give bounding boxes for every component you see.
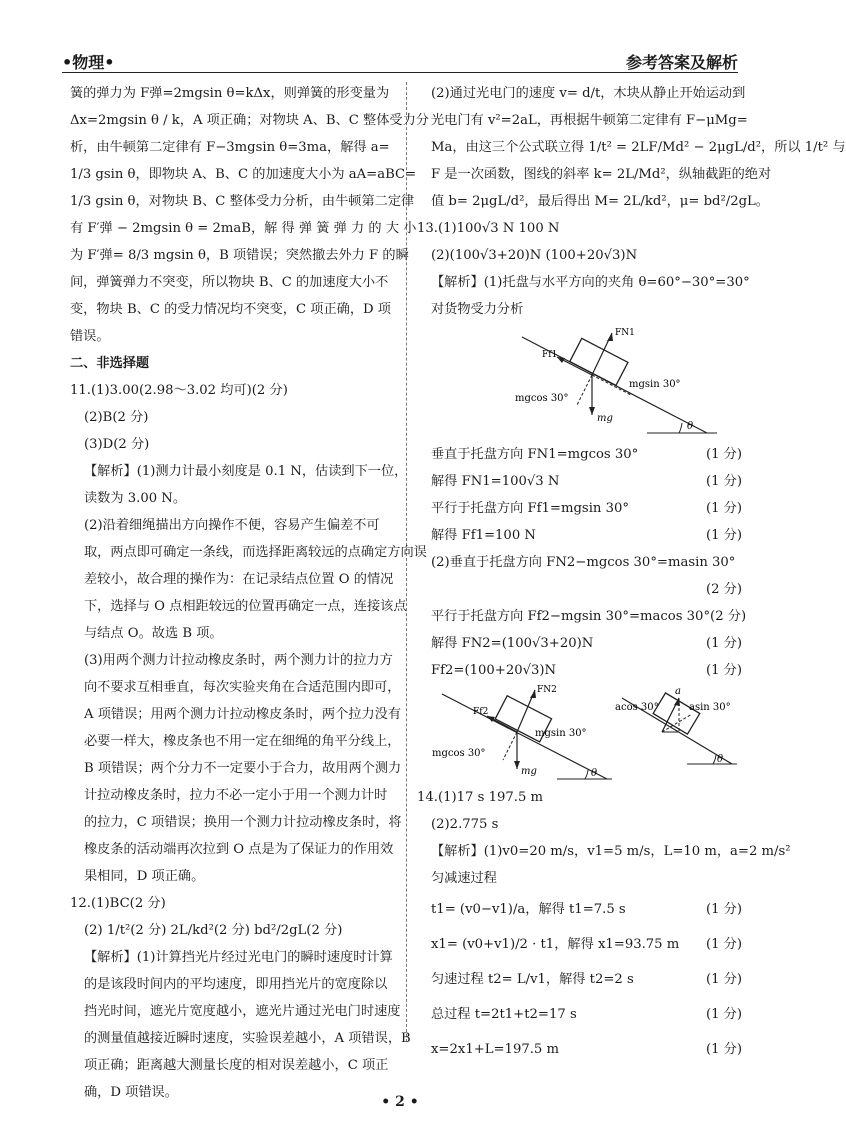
text-line: A 项错误；用两个测力计拉动橡皮条时，两个拉力没有 bbox=[84, 707, 402, 722]
text-line: (2)(100√3+20)N (100+20√3)N bbox=[431, 248, 638, 263]
text-line: (3)用两个测力计拉动橡皮条时，两个测力计的拉力方 bbox=[84, 653, 393, 668]
text-line: 计拉动橡皮条时，拉力不必一定小于用一个测力计时 bbox=[84, 788, 388, 803]
score-row bbox=[417, 927, 742, 962]
acos-label: acos 30° bbox=[615, 702, 659, 713]
row-text: 总过程 t=2t1+t2=17 s bbox=[431, 1007, 577, 1022]
ff2-label: Ff2 bbox=[473, 707, 489, 717]
text-line: 1/3 gsin θ，即物块 A、B、C 的加速度大小为 aA=aBC= bbox=[70, 167, 417, 182]
row-text bbox=[417, 576, 431, 603]
row-text: (2)垂直于托盘方向 FN2−mgcos 30°=masin 30° bbox=[431, 555, 736, 570]
text-line: 项正确；距离越大测量长度的相对误差越小，C 项正 bbox=[84, 1058, 389, 1073]
text-line: 12.(1)BC(2 分) bbox=[70, 896, 166, 911]
score-row bbox=[417, 441, 742, 468]
text-line: 匀减速过程 bbox=[431, 871, 497, 886]
fn2-label: FN2 bbox=[537, 685, 557, 695]
row-score: (1 分) bbox=[705, 528, 742, 543]
theta2-label: θ bbox=[591, 768, 598, 779]
text-line: 间，弹簧弹力不突变，所以物块 B、C 的加速度大小不 bbox=[70, 275, 389, 290]
row-score: (2 分) bbox=[705, 582, 742, 597]
text-line: (2)沿着细绳描出方向操作不便，容易产生偏差不可 bbox=[84, 518, 380, 533]
text-line: 的是该段时间内的平均速度，即用挡光片的宽度除以 bbox=[84, 977, 388, 992]
row-score: (1 分) bbox=[705, 1042, 742, 1057]
fn1-label: FN1 bbox=[615, 328, 635, 338]
row-text: 垂直于托盘方向 FN1=mgcos 30° bbox=[431, 447, 639, 462]
text-line: 二、非选择题 bbox=[70, 356, 150, 371]
asin-label: asin 30° bbox=[689, 702, 731, 713]
text-line: 【解析】(1)测力计最小刻度是 0.1 N，估读到下一位， bbox=[84, 464, 408, 479]
score-row bbox=[417, 522, 742, 549]
score-row bbox=[417, 495, 742, 522]
row-text: x1= (v0+v1)/2 · t1，解得 x1=93.75 m bbox=[431, 937, 680, 952]
row-text: 解得 FN1=100√3 N bbox=[431, 474, 560, 489]
row-text: 匀速过程 t2= L/v1，解得 t2=2 s bbox=[431, 972, 634, 987]
score-row bbox=[417, 603, 747, 630]
a-label: a bbox=[675, 686, 681, 697]
text-line: (2)2.775 s bbox=[431, 817, 499, 832]
row-score: (1 分) bbox=[705, 447, 742, 462]
force-diagrams-2 bbox=[417, 684, 742, 784]
text-line: 取，两点即可确定一条线，而选择距离较远的点确定方向误 bbox=[84, 545, 427, 560]
score-row bbox=[417, 997, 742, 1032]
text-line: 向不要求互相垂直，每次实验夹角在合适范围内即可， bbox=[84, 680, 401, 695]
row-text: t1= (v0−v1)/a，解得 t1=7.5 s bbox=[431, 902, 626, 917]
score-row bbox=[417, 1032, 742, 1067]
theta3-label: θ bbox=[717, 754, 724, 765]
text-line: 【解析】(1)v0=20 m/s，v1=5 m/s，L=10 m，a=2 m/s² bbox=[431, 844, 791, 859]
score-row bbox=[417, 630, 742, 657]
text-line: 13.(1)100√3 N 100 N bbox=[417, 221, 560, 236]
row-text: 解得 FN2=(100√3+20)N bbox=[431, 636, 594, 651]
score-row bbox=[417, 468, 742, 495]
page-number: • 2 • bbox=[381, 1094, 419, 1110]
text-line: F 是一次函数，图线的斜率 k= 2L/Md²，纵轴截距的绝对 bbox=[431, 167, 772, 182]
text-line: 的拉力，C 项错误；换用一个测力计拉动橡皮条时，将 bbox=[84, 815, 402, 830]
text-line: Δx=2mgsin θ / k，A 项正确；对物块 A、B、C 整体受力分 bbox=[70, 113, 429, 128]
text-line: 【解析】(1)托盘与水平方向的夹角 θ=60°−30°=30° bbox=[431, 275, 750, 290]
mg-label: mg bbox=[597, 413, 613, 424]
text-line: Ma，由这三个公式联立得 1/t² = 2LF/Md² − 2μgL/d²，所以 1/t² 与 bbox=[431, 140, 846, 155]
row-score: (1 分) bbox=[705, 937, 742, 952]
text-line: 光电门有 v²=2aL，再根据牛顿第二定律有 F−μMg= bbox=[431, 113, 748, 128]
text-line: 读数为 3.00 N。 bbox=[84, 491, 187, 506]
text-line: 11.(1)3.00(2.98～3.02 均可)(2 分) bbox=[70, 383, 288, 398]
row-score: (1 分) bbox=[705, 474, 742, 489]
text-line: 14.(1)17 s 197.5 m bbox=[417, 790, 544, 805]
text-line: 有 F′弹 − 2mgsin θ = 2maB，解 得 弹 簧 弹 力 的 大 小 bbox=[70, 221, 417, 236]
text-line: (2) 1/t²(2 分) 2L/kd²(2 分) bd²/2gL(2 分) bbox=[84, 923, 343, 938]
subject-label: •物理• bbox=[62, 53, 115, 72]
mgcos2-label: mgcos 30° bbox=[432, 748, 486, 759]
right-column bbox=[417, 80, 846, 1067]
score-row bbox=[417, 549, 742, 576]
text-line: 值 b= 2μgL/d²，最后得出 M= 2L/kd²，μ= bd²/2gL。 bbox=[431, 194, 769, 209]
row-score: (1 分) bbox=[705, 1007, 742, 1022]
text-line: 簧的弹力为 F弹=2mgsin θ=kΔx，则弹簧的形变量为 bbox=[70, 86, 390, 101]
text-line: (2)通过光电门的速度 v= d/t，木块从静止开始运动到 bbox=[431, 86, 746, 101]
text-line: 析，由牛顿第二定律有 F−3mgsin θ=3ma，解得 a= bbox=[70, 140, 390, 155]
row-text: x=2x1+L=197.5 m bbox=[431, 1042, 560, 1057]
page-header bbox=[62, 38, 738, 73]
score-row bbox=[417, 962, 742, 997]
section-label: 参考答案及解析 bbox=[625, 53, 738, 72]
text-line: 与结点 O。故选 B 项。 bbox=[84, 626, 223, 641]
text-line: 差较小，故合理的操作为：在记录结点位置 O 的情况 bbox=[84, 572, 394, 587]
text-line: (3)D(2 分) bbox=[84, 437, 150, 452]
mgcos-label: mgcos 30° bbox=[515, 393, 569, 404]
ff1-label: Ff1 bbox=[542, 350, 558, 360]
force-diagram-1 bbox=[417, 323, 742, 441]
row-score: (1 分) bbox=[705, 636, 742, 651]
text-line: 果相同，D 项正确。 bbox=[84, 869, 205, 884]
row-score: (1 分) bbox=[705, 501, 742, 516]
row-score: (1 分) bbox=[705, 972, 742, 987]
row-text: 解得 Ff1=100 N bbox=[431, 528, 536, 543]
text-line: 变，物块 B、C 的受力情况均不突变，C 项正确，D 项 bbox=[70, 302, 391, 317]
row-score: (2 分) bbox=[710, 609, 747, 624]
row-score: (1 分) bbox=[705, 902, 742, 917]
mg2-label: mg bbox=[521, 766, 537, 777]
text-line: 下，选择与 O 点相距较远的位置再确定一点，连接该点 bbox=[84, 599, 407, 614]
score-row bbox=[417, 657, 742, 684]
left-column bbox=[70, 80, 429, 1106]
text-line: 【解析】(1)计算挡光片经过光电门的瞬时速度时计算 bbox=[84, 950, 393, 965]
row-text: 平行于托盘方向 Ff2−mgsin 30°=macos 30° bbox=[431, 609, 711, 624]
text-line: 橡皮条的活动端再次拉到 O 点是为了保证力的作用效 bbox=[84, 842, 394, 857]
row-score: (1 分) bbox=[705, 663, 742, 678]
text-line: 为 F′弹= 8/3 mgsin θ，B 项错误；突然撤去外力 F 的瞬 bbox=[70, 248, 409, 263]
text-line: 对货物受力分析 bbox=[431, 302, 524, 317]
mgsin-label: mgsin 30° bbox=[629, 379, 681, 390]
text-line: 确，D 项错误。 bbox=[84, 1085, 178, 1100]
text-line: B 项错误；两个分力不一定要小于合力，故用两个测力 bbox=[84, 761, 402, 776]
row-text: 平行于托盘方向 Ff1=mgsin 30° bbox=[431, 501, 629, 516]
text-line: 必要一样大，橡皮条也不用一定在细绳的角平分线上， bbox=[84, 734, 401, 749]
score-row bbox=[417, 892, 742, 927]
text-line: 的测量值越接近瞬时速度，实验误差越小，A 项错误，B bbox=[84, 1031, 411, 1046]
row-text: Ff2=(100+20√3)N bbox=[431, 663, 557, 678]
text-line: (2)B(2 分) bbox=[84, 410, 149, 425]
text-line: 挡光时间，遮光片宽度越小，遮光片通过光电门时速度 bbox=[84, 1004, 401, 1019]
text-line: 错误。 bbox=[70, 329, 110, 344]
text-line: 1/3 gsin θ，对物块 B、C 整体受力分析，由牛顿第二定律 bbox=[70, 194, 415, 209]
score-row bbox=[417, 576, 742, 603]
mgsin2-label: mgsin 30° bbox=[535, 728, 587, 739]
theta-label: θ bbox=[687, 421, 694, 432]
